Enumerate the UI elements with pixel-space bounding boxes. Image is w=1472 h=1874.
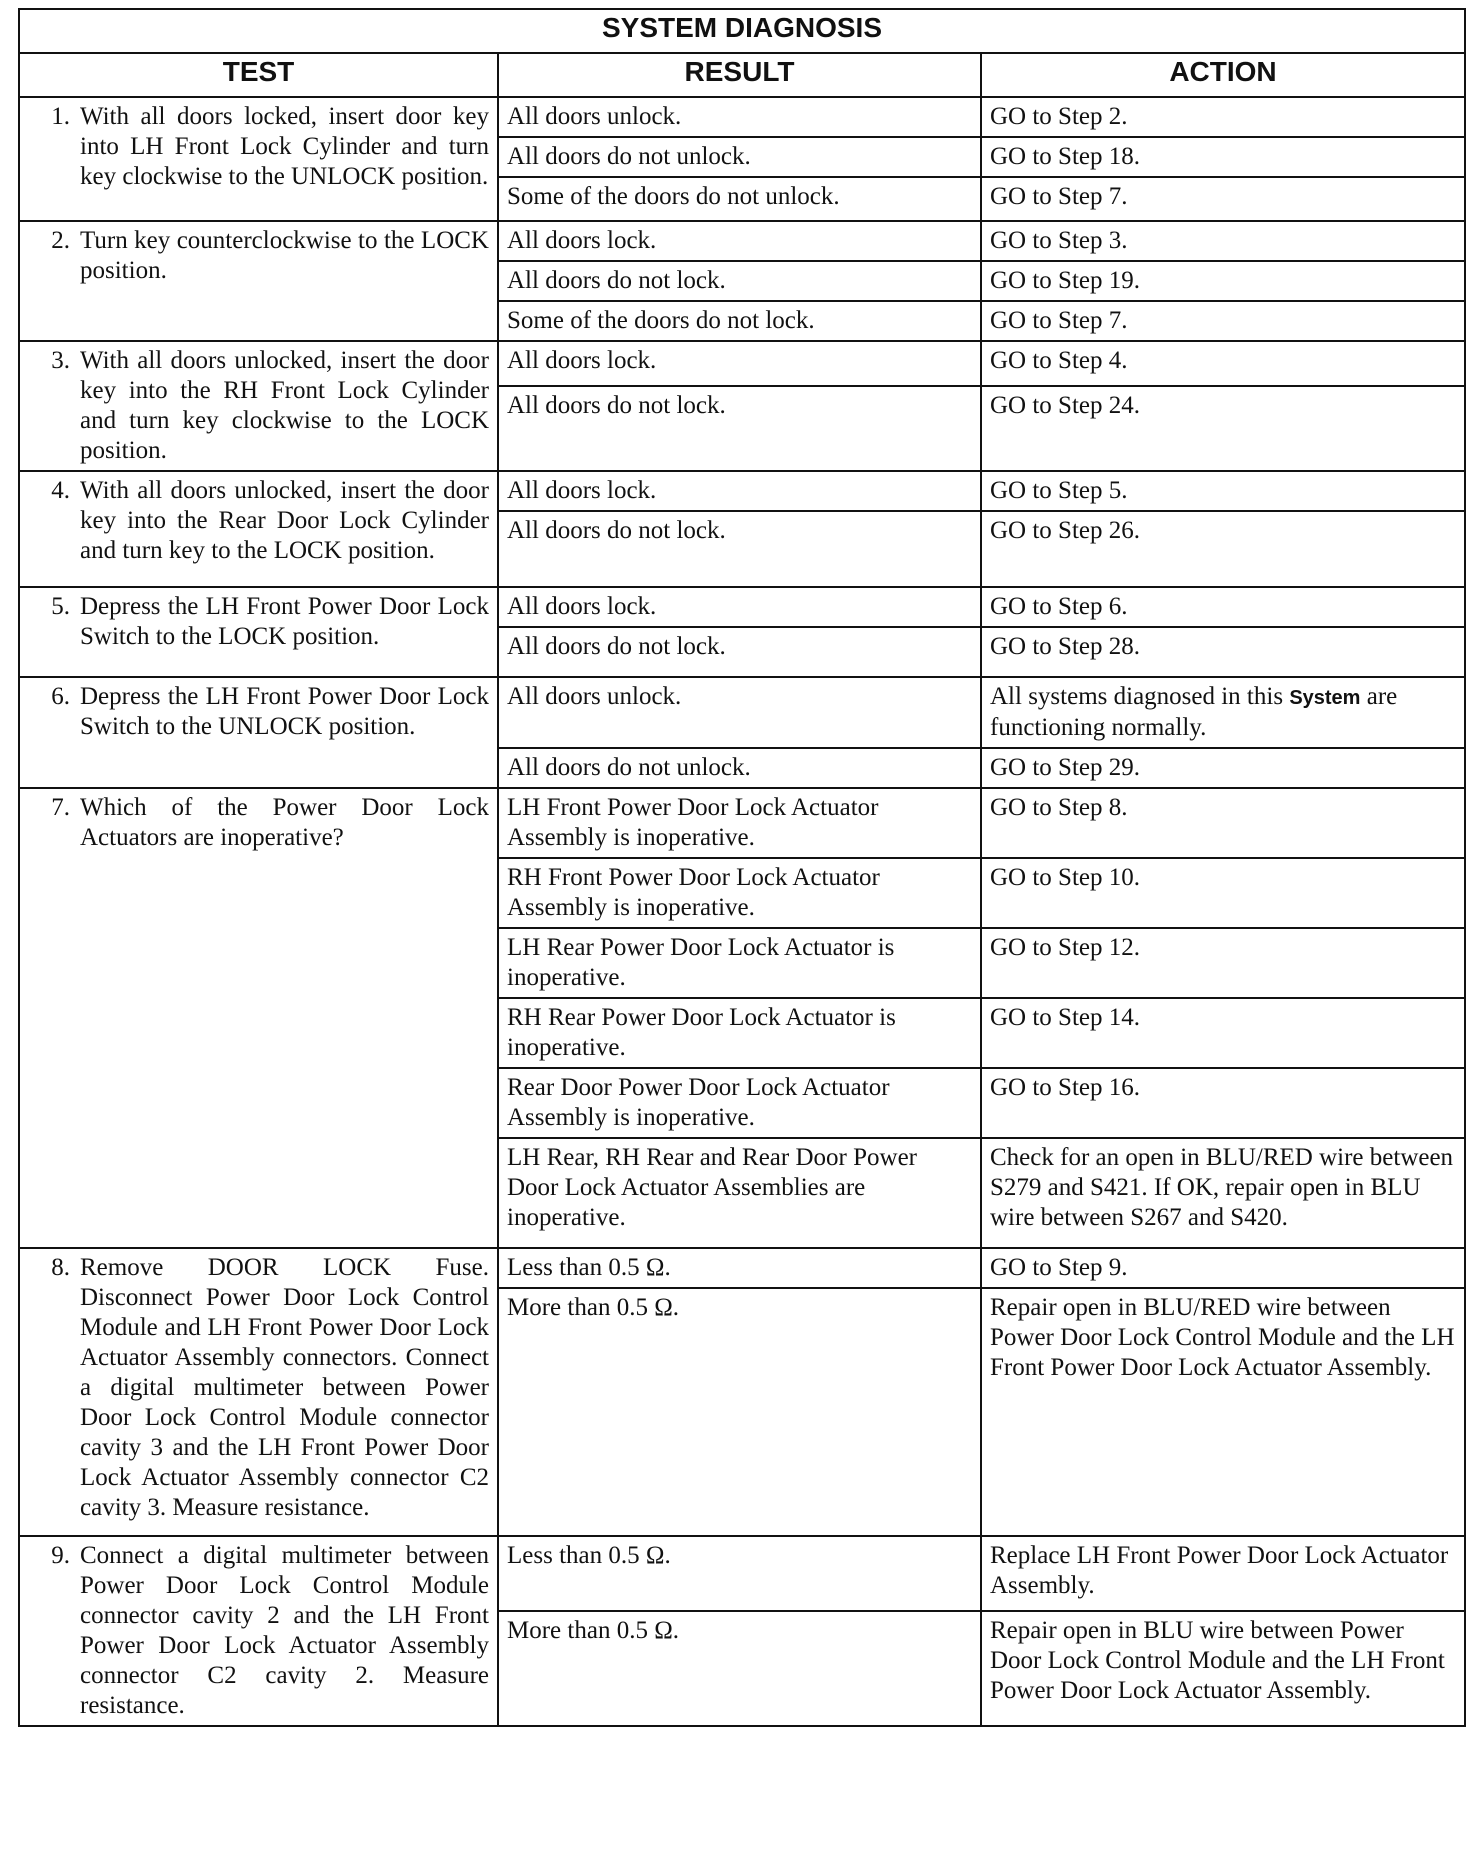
table-row	[19, 97, 1465, 137]
action-cell: GO to Step 16.	[981, 1068, 1465, 1138]
test-step	[28, 346, 489, 466]
table-row	[19, 788, 1465, 858]
action-cell: GO to Step 12.	[981, 928, 1465, 998]
step-instruction: With all doors unlocked, insert the door key into the Rear Door Lock Cylinder and turn key to the LOCK position.	[80, 477, 489, 564]
test-cell	[19, 1536, 498, 1726]
action-text-tail: are functioning normally.	[990, 683, 1398, 741]
test-cell	[19, 97, 498, 221]
step-instruction: Which of the Power Door Lock Actuators are inoperative?	[80, 794, 489, 851]
result-cell: Some of the doors do not unlock.	[498, 177, 981, 221]
action-cell: GO to Step 6.	[981, 587, 1465, 627]
result-cell: All doors do not unlock.	[498, 137, 981, 177]
action-cell: GO to Step 2.	[981, 97, 1465, 137]
result-cell: Less than 0.5 Ω.	[498, 1536, 981, 1611]
action-cell: GO to Step 14.	[981, 998, 1465, 1068]
system-diagnosis-table	[18, 8, 1466, 1727]
result-cell: All doors do not lock.	[498, 511, 981, 587]
result-cell: All doors do not lock.	[498, 386, 981, 471]
action-text: All systems diagnosed in this	[990, 683, 1284, 710]
step-number: 4.	[51, 477, 70, 504]
header-result: RESULT	[498, 53, 981, 97]
table-row	[19, 1536, 1465, 1611]
result-cell: All doors lock.	[498, 221, 981, 261]
step-number: 2.	[51, 227, 70, 254]
action-cell: GO to Step 18.	[981, 137, 1465, 177]
action-cell: GO to Step 3.	[981, 221, 1465, 261]
step-instruction: With all doors unlocked, insert the door key into the RH Front Lock Cylinder and turn key clockwise to the LOCK position.	[80, 347, 489, 464]
result-cell: RH Front Power Door Lock Actuator Assembly is inoperative.	[498, 858, 981, 928]
result-cell: More than 0.5 Ω.	[498, 1611, 981, 1726]
result-cell: Less than 0.5 Ω.	[498, 1248, 981, 1288]
result-cell: More than 0.5 Ω.	[498, 1288, 981, 1536]
action-cell: Check for an open in BLU/RED wire between S279 and S421. If OK, repair open in BLU wire between S267 and S420.	[981, 1138, 1465, 1248]
table-row	[19, 677, 1465, 748]
action-cell: Replace LH Front Power Door Lock Actuator Assembly.	[981, 1536, 1465, 1611]
step-instruction: Remove DOOR LOCK Fuse. Disconnect Power Door Lock Control Module and LH Front Power Door Lock Actuator Assembly connectors. Connect a digital multimeter between Power Door Lock Control Module connector cavity 3 and the LH Front Power Door Lock Actuator Assembly connector C2 cavity 3. Measure resistance.	[80, 1254, 489, 1521]
action-cell: GO to Step 7.	[981, 177, 1465, 221]
action-cell: GO to Step 5.	[981, 471, 1465, 511]
test-step	[28, 226, 489, 286]
result-cell: All doors unlock.	[498, 97, 981, 137]
action-cell: GO to Step 28.	[981, 627, 1465, 677]
action-cell	[981, 677, 1465, 748]
step-number: 5.	[51, 593, 70, 620]
step-number: 7.	[51, 794, 70, 821]
action-cell: GO to Step 19.	[981, 261, 1465, 301]
result-cell: All doors unlock.	[498, 677, 981, 748]
result-cell: All doors do not lock.	[498, 627, 981, 677]
test-step	[28, 793, 489, 853]
step-instruction: Connect a digital multimeter between Power Door Lock Control Module connector cavity 2 and the LH Front Power Door Lock Actuator Assembly connector C2 cavity 2. Measure resistance.	[80, 1542, 489, 1719]
header-action: ACTION	[981, 53, 1465, 97]
table-row	[19, 1248, 1465, 1288]
result-cell: LH Rear Power Door Lock Actuator is inoperative.	[498, 928, 981, 998]
table-row	[19, 471, 1465, 511]
table-row	[19, 221, 1465, 261]
table-body	[19, 97, 1465, 1726]
system-term: System	[1289, 687, 1361, 709]
step-number: 1.	[51, 103, 70, 130]
step-number: 8.	[51, 1254, 70, 1281]
step-instruction: With all doors locked, insert door key into LH Front Lock Cylinder and turn key clockwise to the UNLOCK position.	[80, 103, 489, 190]
result-cell: LH Front Power Door Lock Actuator Assembly is inoperative.	[498, 788, 981, 858]
test-cell	[19, 788, 498, 1248]
result-cell: All doors do not unlock.	[498, 748, 981, 788]
action-cell: GO to Step 8.	[981, 788, 1465, 858]
result-cell: All doors lock.	[498, 471, 981, 511]
step-instruction: Depress the LH Front Power Door Lock Switch to the UNLOCK position.	[80, 683, 489, 740]
action-cell: Repair open in BLU/RED wire between Power Door Lock Control Module and the LH Front Power Door Lock Actuator Assembly.	[981, 1288, 1465, 1536]
step-number: 6.	[51, 683, 70, 710]
table-title: SYSTEM DIAGNOSIS	[19, 9, 1465, 53]
step-number: 3.	[51, 347, 70, 374]
test-cell	[19, 677, 498, 788]
action-cell: GO to Step 4.	[981, 341, 1465, 386]
step-instruction: Turn key counterclockwise to the LOCK position.	[80, 227, 489, 284]
result-cell: LH Rear, RH Rear and Rear Door Power Door Lock Actuator Assemblies are inoperative.	[498, 1138, 981, 1248]
test-step	[28, 476, 489, 566]
test-cell	[19, 1248, 498, 1536]
test-step	[28, 682, 489, 742]
action-cell: GO to Step 9.	[981, 1248, 1465, 1288]
result-cell: Some of the doors do not lock.	[498, 301, 981, 341]
action-cell: GO to Step 7.	[981, 301, 1465, 341]
test-step	[28, 592, 489, 652]
test-step	[28, 1541, 489, 1721]
test-step	[28, 102, 489, 192]
action-cell: GO to Step 24.	[981, 386, 1465, 471]
action-cell: GO to Step 26.	[981, 511, 1465, 587]
test-step	[28, 1253, 489, 1523]
action-cell: GO to Step 10.	[981, 858, 1465, 928]
action-cell: Repair open in BLU wire between Power Door Lock Control Module and the LH Front Power Door Lock Actuator Assembly.	[981, 1611, 1465, 1726]
result-cell: All doors lock.	[498, 587, 981, 627]
result-cell: All doors do not lock.	[498, 261, 981, 301]
result-cell: Rear Door Power Door Lock Actuator Assembly is inoperative.	[498, 1068, 981, 1138]
action-cell: GO to Step 29.	[981, 748, 1465, 788]
step-number: 9.	[51, 1542, 70, 1569]
result-cell: All doors lock.	[498, 341, 981, 386]
test-cell	[19, 471, 498, 587]
test-cell	[19, 221, 498, 341]
header-test: TEST	[19, 53, 498, 97]
table-row	[19, 587, 1465, 627]
test-cell	[19, 587, 498, 677]
test-cell	[19, 341, 498, 471]
result-cell: RH Rear Power Door Lock Actuator is inoperative.	[498, 998, 981, 1068]
table-row	[19, 341, 1465, 386]
step-instruction: Depress the LH Front Power Door Lock Switch to the LOCK position.	[80, 593, 489, 650]
